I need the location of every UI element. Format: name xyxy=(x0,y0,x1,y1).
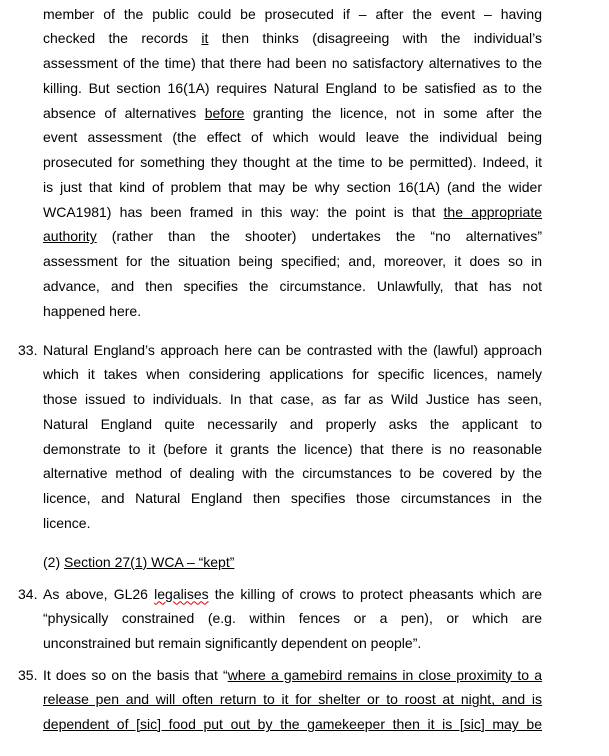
text-line xyxy=(43,299,542,324)
text-run: licence. xyxy=(43,514,91,531)
underlined-text: dependent of [sic] food put out by the gamekeeper then it is [sic] may be xyxy=(43,716,542,733)
paragraph-32-continuation xyxy=(43,2,542,324)
text-line xyxy=(43,486,542,511)
paragraph-33 xyxy=(18,338,542,536)
text-run: event assessment (the effect of which would leave the individual being xyxy=(43,129,542,146)
underlined-text: release pen and will often return to it for shelter or to roost at night, and is xyxy=(43,691,542,708)
text-run: killing. But section 16(1A) requires Natural England to be satisfied as to the xyxy=(43,79,542,96)
text-line xyxy=(43,274,542,299)
text-line xyxy=(43,687,542,712)
text-line xyxy=(43,249,542,274)
text-run: the killing of crows to protect pheasants which are xyxy=(208,585,542,602)
misspelled-word: legalises xyxy=(154,585,209,602)
text-run: is just that kind of problem that may be why section 16(1A) (and the wider xyxy=(43,178,542,195)
text-run: It does so on the basis that “ xyxy=(43,666,228,683)
text-line xyxy=(43,224,542,249)
text-run: assessment of the time) that there had been no satisfactory alternatives to the xyxy=(43,55,542,72)
text-line xyxy=(43,663,542,688)
text-line xyxy=(43,437,542,462)
text-run: unconstrained but remain significantly dependent on people”. xyxy=(43,635,422,652)
text-run: then thinks (disagreeing with the individual’s xyxy=(208,30,542,47)
text-run: those issued to individuals. In that case, as far as Wild Justice has seen, xyxy=(43,391,542,408)
text-line xyxy=(43,461,542,486)
paragraph-number: 34. xyxy=(18,585,38,602)
paragraph-35 xyxy=(18,663,542,737)
text-run: granting the licence, not in some after the xyxy=(244,104,542,121)
text-run: assessment for the situation being specified; and, moreover, it does so in xyxy=(43,253,542,270)
section-heading xyxy=(43,550,542,575)
text-line xyxy=(43,150,542,175)
text-run: absence of alternatives xyxy=(43,104,205,121)
underlined-text: where a gamebird remains in close proximity to a xyxy=(227,666,542,683)
text-run: member of the public could be prosecuted if – after the event – having xyxy=(43,5,542,22)
text-line xyxy=(43,362,542,387)
text-run: licence, and Natural England then specifies those circumstances in the xyxy=(43,490,542,507)
text-line xyxy=(43,51,542,76)
underlined-text: before xyxy=(204,104,245,121)
text-run: advance, and then specifies the circumstance. Unlawfully, that has not xyxy=(43,277,542,294)
text-run: checked the records xyxy=(43,30,202,47)
text-run: alternative method of dealing with the circumstances to be covered by the xyxy=(43,465,542,482)
text-line xyxy=(43,387,542,412)
text-run: which it takes when considering applications for specific licences, namely xyxy=(43,366,542,383)
text-line xyxy=(43,101,542,126)
text-line xyxy=(43,125,542,150)
paragraph-number: 33. xyxy=(18,341,38,358)
paragraph-34 xyxy=(18,582,542,656)
text-run: prosecuted for something they thought at the time to be permitted). Indeed, it xyxy=(43,154,542,171)
text-run: (2) xyxy=(43,553,64,570)
text-line xyxy=(43,631,542,656)
text-line xyxy=(43,550,542,575)
text-run: Natural England quite necessarily and properly asks the applicant to xyxy=(43,415,542,432)
paragraph-number: 35. xyxy=(18,666,38,683)
text-line xyxy=(43,606,542,631)
underlined-text: it xyxy=(201,30,209,47)
text-run: happened here. xyxy=(43,302,142,319)
text-line xyxy=(43,175,542,200)
text-line xyxy=(43,26,542,51)
text-line xyxy=(43,712,542,737)
underlined-text: Section 27(1) WCA – “kept” xyxy=(64,553,235,570)
text-line xyxy=(43,2,542,27)
underlined-text: authority xyxy=(43,228,97,245)
text-run: (rather than the shooter) undertakes the “no alternatives” xyxy=(96,228,542,245)
underlined-text: the appropriate xyxy=(443,203,543,220)
text-line xyxy=(43,200,542,225)
text-line xyxy=(43,511,542,536)
text-line xyxy=(43,582,542,607)
text-line xyxy=(43,338,542,363)
text-line xyxy=(43,412,542,437)
text-run: demonstrate to it (before it grants the licence) that there is no reasonable xyxy=(43,440,542,457)
text-run: WCA1981) has been framed in this way: the point is that xyxy=(43,203,444,220)
text-run: “physically constrained (e.g. within fences or a pen), or which are xyxy=(43,610,542,627)
text-run: As above, GL26 xyxy=(43,585,155,602)
text-line xyxy=(43,76,542,101)
text-run: Natural England’s approach here can be contrasted with the (lawful) approach xyxy=(43,341,542,358)
